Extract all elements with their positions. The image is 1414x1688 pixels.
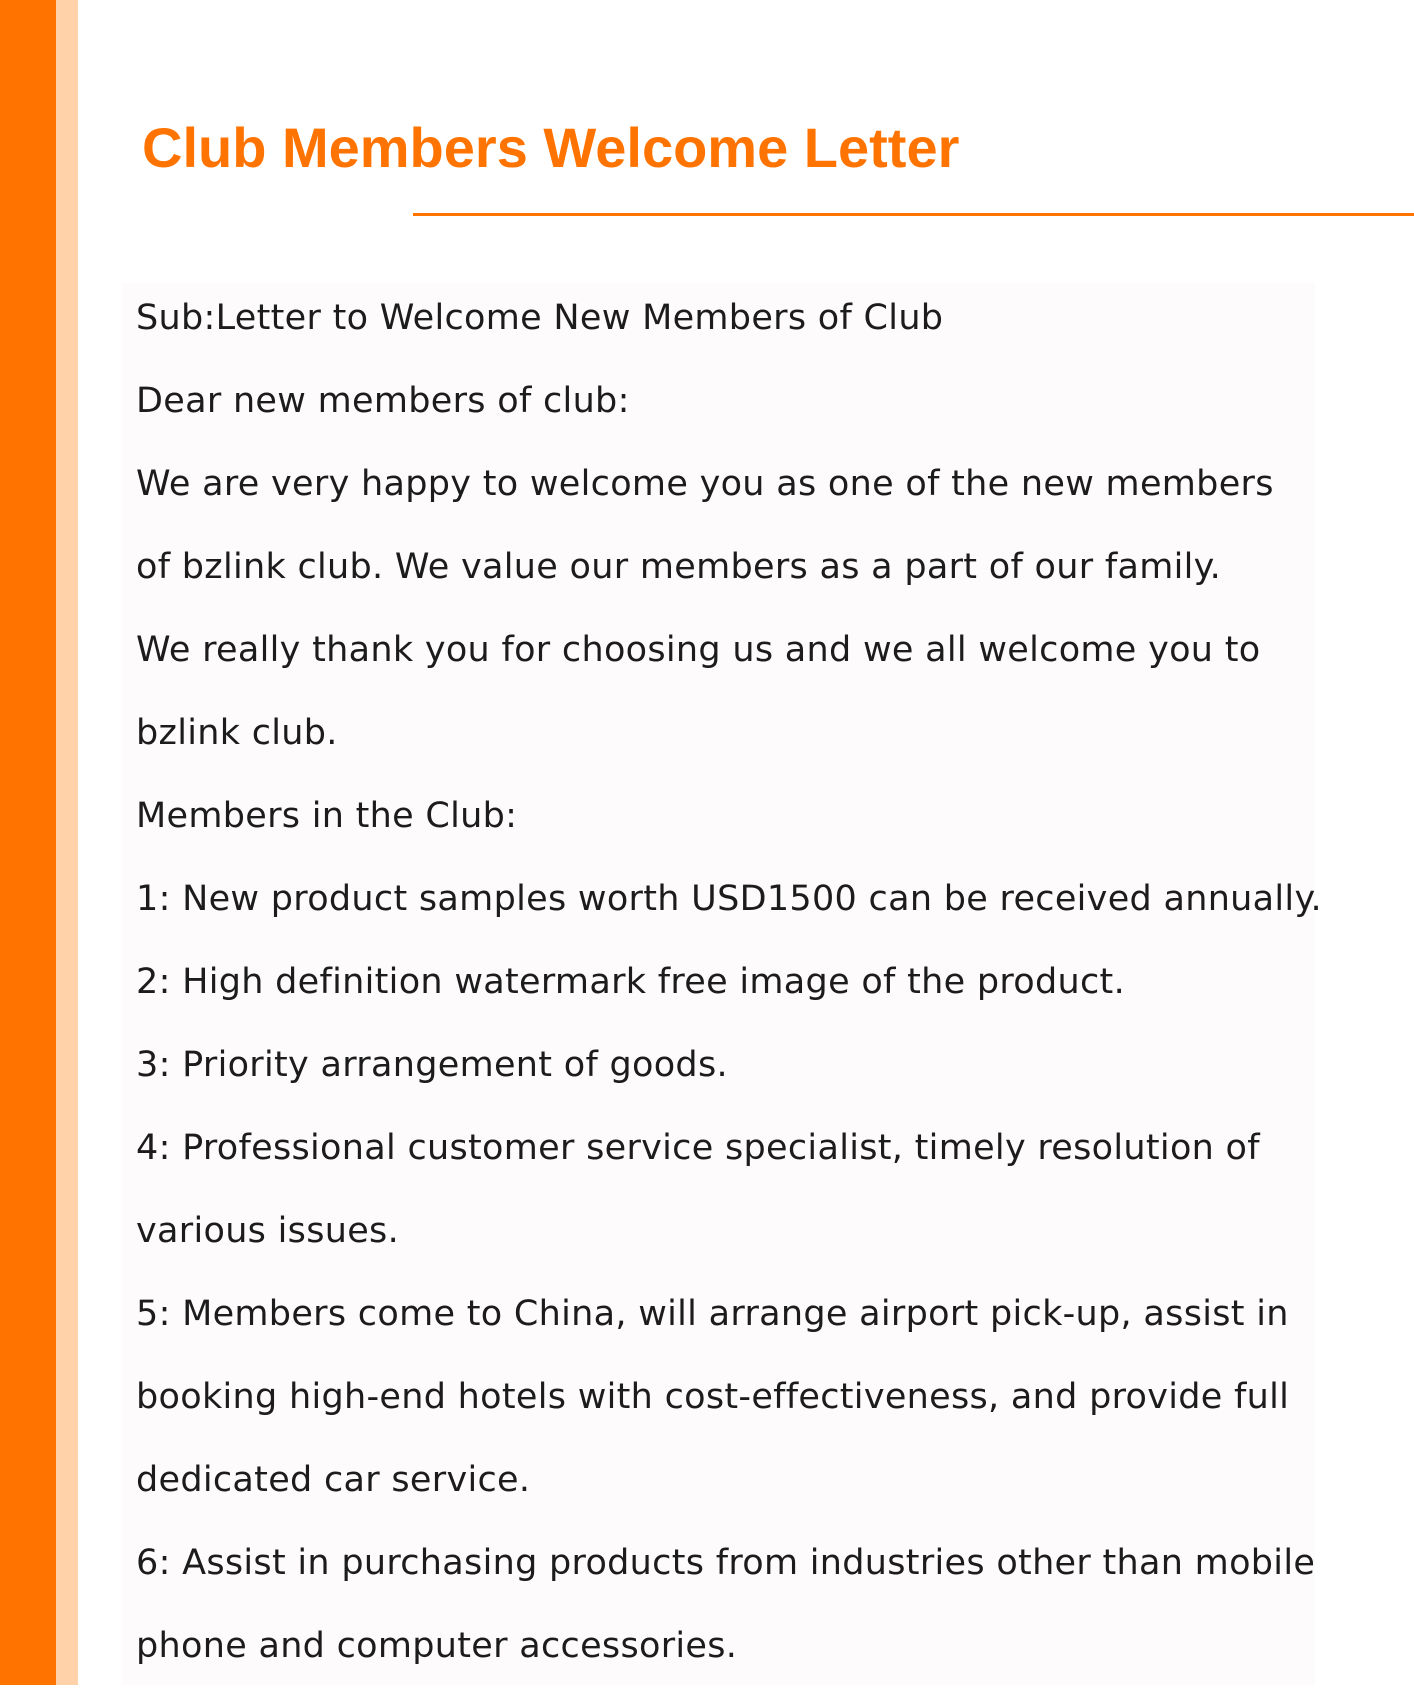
- body-line: We really thank you for choosing us and we all welcome you to: [136, 630, 1261, 670]
- body-line: We are very happy to welcome you as one of the new members: [136, 464, 1274, 504]
- benefit-item: 1: New product samples worth USD1500 can be received annually.: [136, 879, 1322, 919]
- benefit-item: 6: Assist in purchasing products from industries other than mobile: [136, 1543, 1316, 1583]
- benefit-item-continued: booking high-end hotels with cost-effectiveness, and provide full: [136, 1377, 1290, 1417]
- section-heading: Members in the Club:: [136, 796, 518, 836]
- benefit-item-continued: various issues.: [136, 1211, 400, 1251]
- benefit-item-continued: dedicated car service.: [136, 1460, 531, 1500]
- body-line: of bzlink club. We value our members as a part of our family.: [136, 547, 1222, 587]
- left-accent-stripe: [56, 0, 78, 1685]
- body-line: bzlink club.: [136, 713, 338, 753]
- benefit-item: 3: Priority arrangement of goods.: [136, 1045, 728, 1085]
- benefit-item: 4: Professional customer service specialist, timely resolution of: [136, 1128, 1260, 1168]
- title-divider: [413, 213, 1414, 216]
- benefit-item: 5: Members come to China, will arrange airport pick-up, assist in: [136, 1294, 1289, 1334]
- letter-body: [136, 277, 1396, 1688]
- subject-line: Sub:Letter to Welcome New Members of Club: [136, 298, 944, 338]
- page-title: Club Members Welcome Letter: [142, 116, 960, 179]
- left-accent-bar: [0, 0, 56, 1685]
- salutation: Dear new members of club:: [136, 381, 630, 421]
- benefit-item: 2: High definition watermark free image of the product.: [136, 962, 1125, 1002]
- benefit-item-continued: phone and computer accessories.: [136, 1626, 738, 1666]
